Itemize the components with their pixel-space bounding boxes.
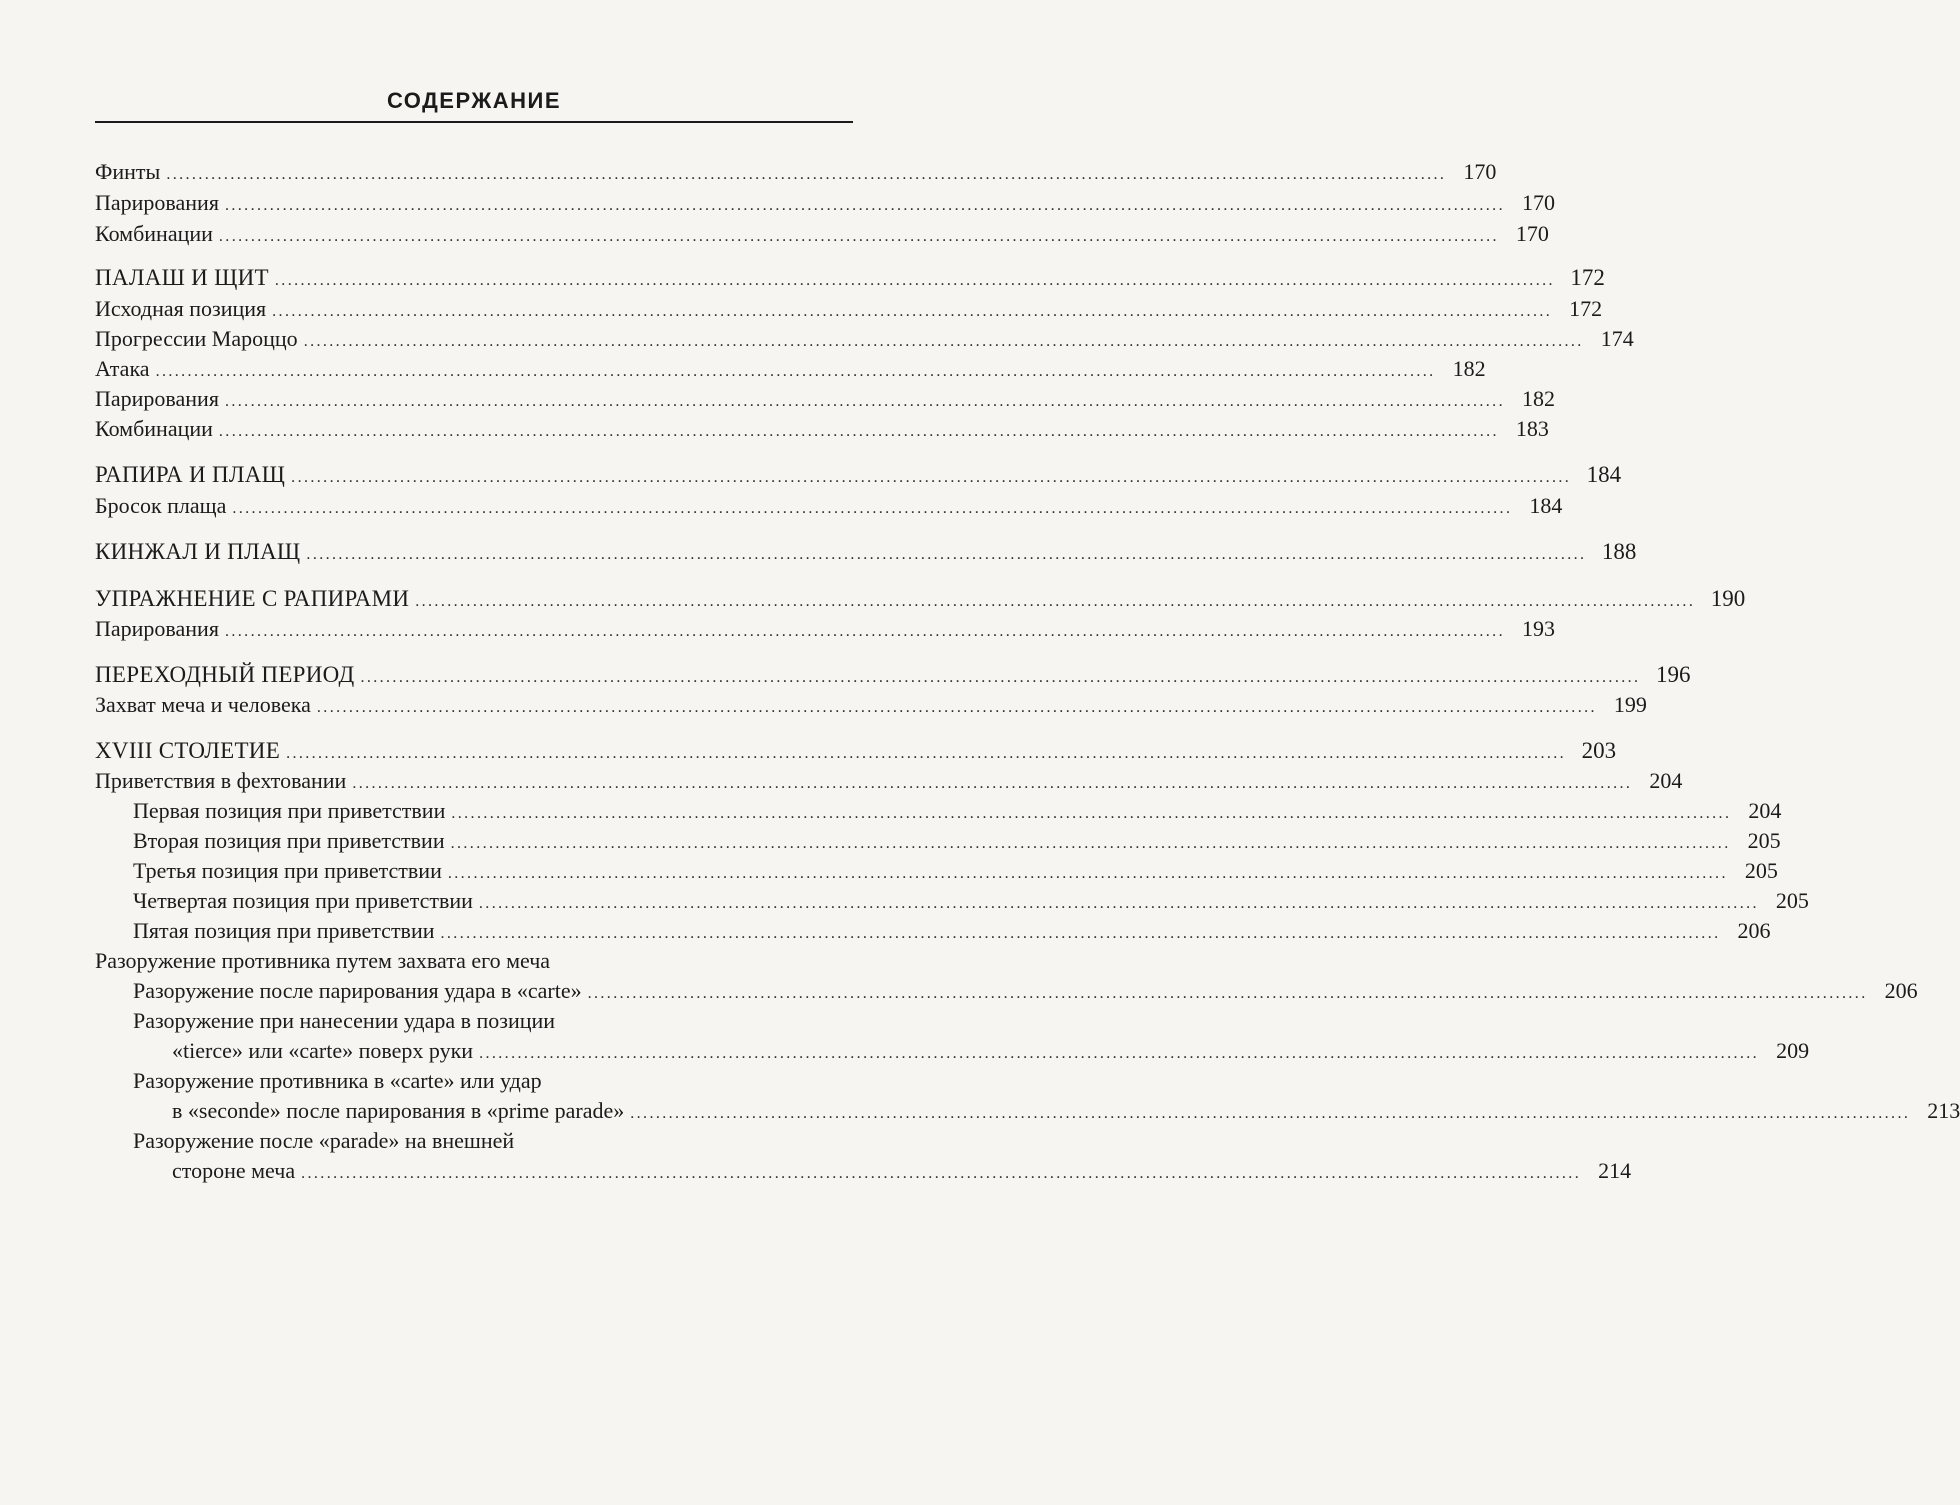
dot-leader: ........................................................................................................................................................................................................ xyxy=(479,1045,1760,1062)
toc-entry-title: Бросок плаща xyxy=(95,493,227,518)
toc-subentry xyxy=(133,916,1771,949)
toc-entry-title: Атака xyxy=(95,356,150,381)
dot-leader: ........................................................................................................................................................................................................ xyxy=(303,333,1584,350)
toc-entry-page: 199 xyxy=(1613,692,1647,717)
dot-leader: ........................................................................................................................................................................................................ xyxy=(274,272,1555,289)
toc-entry-page: 172 xyxy=(1570,265,1605,290)
page-title: СОДЕРЖАНИЕ xyxy=(386,88,562,113)
toc-section-title: ПАЛАШ И ЩИТ xyxy=(95,265,269,290)
dot-leader: ........................................................................................................................................................................................................ xyxy=(272,303,1553,320)
header-rule xyxy=(95,121,853,123)
toc-entry xyxy=(95,354,1486,387)
toc-entry-title: Разоружение после «parade» на внешней xyxy=(133,1128,515,1153)
toc-entry-title: Приветствия в фехтовании xyxy=(95,768,347,793)
toc-section xyxy=(95,537,1637,570)
toc-entry xyxy=(95,690,1647,723)
toc-subentry xyxy=(133,856,1778,889)
dot-leader: ........................................................................................................................................................................................................ xyxy=(224,197,1505,214)
toc-entry-title: Финты xyxy=(95,159,161,184)
toc-subentry xyxy=(172,1156,1632,1189)
dot-leader: ........................................................................................................................................................................................................ xyxy=(630,1105,1911,1122)
toc-section-title: УПРАЖНЕНИЕ С РАПИРАМИ xyxy=(95,586,410,611)
toc-entry-title: Разоружение противника путем захвата его меча xyxy=(95,948,551,973)
toc-entry-title: Комбинации xyxy=(95,221,213,246)
dot-leader: ........................................................................................................................................................................................................ xyxy=(440,925,1721,942)
toc-entry-page: 184 xyxy=(1529,493,1563,518)
toc-entry-page: 193 xyxy=(1521,616,1555,641)
toc-entry-title: в «seconde» после парирования в «prime parade» xyxy=(172,1098,625,1123)
toc-entry-page: 170 xyxy=(1463,159,1497,184)
dot-leader: ........................................................................................................................................................................................................ xyxy=(587,985,1868,1002)
dot-leader: ........................................................................................................................................................................................................ xyxy=(218,228,1499,245)
toc-entry xyxy=(95,614,1555,647)
toc-entry-title: Прогрессии Мароццо xyxy=(95,326,298,351)
toc-entry xyxy=(95,491,1563,524)
dot-leader: ........................................................................................................................................................................................................ xyxy=(224,623,1505,640)
toc-subentry xyxy=(133,976,1918,1009)
dot-leader: ........................................................................................................................................................................................................ xyxy=(316,699,1597,716)
toc-section xyxy=(95,584,1746,617)
toc-entry-title: Первая позиция при приветствии xyxy=(133,798,446,823)
toc-entry-title: Вторая позиция при приветствии xyxy=(133,828,445,853)
dot-leader: ........................................................................................................................................................................................................ xyxy=(360,669,1641,686)
toc-entry-title: Комбинации xyxy=(95,416,213,441)
toc-entry-page: 182 xyxy=(1452,356,1486,381)
toc-entry-page: 206 xyxy=(1737,918,1771,943)
toc-subentry xyxy=(133,826,1781,859)
toc-entry-page: 209 xyxy=(1776,1038,1810,1063)
toc-entry-title: Парирования xyxy=(95,190,219,215)
toc-entry-title: Парирования xyxy=(95,386,219,411)
toc-entry xyxy=(95,414,1549,447)
toc-entry-page: 174 xyxy=(1600,326,1634,351)
toc-entry-page: 170 xyxy=(1515,221,1549,246)
toc-entry-page: 188 xyxy=(1601,539,1637,564)
toc-section-title: XVIII СТОЛЕТИЕ xyxy=(95,738,281,763)
toc-entry-page: 184 xyxy=(1586,462,1622,487)
toc-entry-title: «tierce» или «carte» поверх руки xyxy=(172,1038,474,1063)
toc-entry xyxy=(95,188,1555,221)
toc-section xyxy=(95,263,1605,296)
toc-section-title: РАПИРА И ПЛАЩ xyxy=(95,462,286,487)
toc-section xyxy=(95,460,1622,493)
toc-section xyxy=(95,736,1617,769)
dot-leader: ........................................................................................................................................................................................................ xyxy=(447,865,1728,882)
toc-entry-title: стороне меча xyxy=(172,1158,296,1183)
toc-subentry xyxy=(133,886,1809,919)
dot-leader: ........................................................................................................................................................................................................ xyxy=(286,745,1567,762)
toc-entry-title: Разоружение при нанесении удара в позиции xyxy=(133,1008,556,1033)
dot-leader: ........................................................................................................................................................................................................ xyxy=(352,775,1633,792)
toc-entry-page: 214 xyxy=(1598,1158,1632,1183)
toc-section xyxy=(95,660,1691,693)
dot-leader: ........................................................................................................................................................................................................ xyxy=(478,895,1759,912)
toc-entry-title: Парирования xyxy=(95,616,219,641)
toc-entry-title: Разоружение после парирования удара в «carte» xyxy=(133,978,582,1003)
toc-section-title: ПЕРЕХОДНЫЙ ПЕРИОД xyxy=(95,662,355,687)
dot-leader: ........................................................................................................................................................................................................ xyxy=(166,166,1447,183)
dot-leader: ........................................................................................................................................................................................................ xyxy=(415,593,1696,610)
dot-leader: ........................................................................................................................................................................................................ xyxy=(224,393,1505,410)
toc-entry-page: 204 xyxy=(1748,798,1782,823)
toc-entry-title: Третья позиция при приветствии xyxy=(133,858,442,883)
toc-entry xyxy=(95,384,1555,417)
toc-entry-page: 205 xyxy=(1744,858,1778,883)
toc-entry-page: 213 xyxy=(1927,1098,1960,1123)
dot-leader: ........................................................................................................................................................................................................ xyxy=(155,363,1436,380)
toc-entry-page: 190 xyxy=(1710,586,1746,611)
toc-entry xyxy=(95,766,1683,799)
toc-entry-page: 170 xyxy=(1521,190,1555,215)
toc-entry xyxy=(95,324,1634,357)
toc-entry xyxy=(95,294,1603,327)
toc-entry-page: 182 xyxy=(1521,386,1555,411)
dot-leader: ........................................................................................................................................................................................................ xyxy=(301,1165,1582,1182)
toc-entry-title: Захват меча и человека xyxy=(95,692,311,717)
toc-entry-title: Разоружение противника в «carte» или удар xyxy=(133,1068,542,1093)
toc-entry-title: Пятая позиция при приветствии xyxy=(133,918,435,943)
toc-subentry xyxy=(172,1036,1810,1069)
toc-entry-page: 205 xyxy=(1775,888,1809,913)
toc-entry xyxy=(95,219,1549,252)
toc-subentry xyxy=(133,796,1782,829)
toc-entry-page: 205 xyxy=(1747,828,1781,853)
toc-entry-title: Исходная позиция xyxy=(95,296,267,321)
dot-leader: ........................................................................................................................................................................................................ xyxy=(232,500,1513,517)
toc-entry xyxy=(95,157,1497,190)
toc-subentry xyxy=(172,1096,1960,1129)
toc-entry-page: 204 xyxy=(1649,768,1683,793)
dot-leader: ........................................................................................................................................................................................................ xyxy=(450,835,1731,852)
toc-entry-page: 203 xyxy=(1581,738,1617,763)
dot-leader: ........................................................................................................................................................................................................ xyxy=(218,423,1499,440)
dot-leader: ........................................................................................................................................................................................................ xyxy=(451,805,1732,822)
dot-leader: ........................................................................................................................................................................................................ xyxy=(291,469,1572,486)
toc-section-title: КИНЖАЛ И ПЛАЩ xyxy=(95,539,301,564)
toc-entry-page: 206 xyxy=(1884,978,1918,1003)
toc-entry-title: Четвертая позиция при приветствии xyxy=(133,888,473,913)
toc-entry-page: 172 xyxy=(1569,296,1603,321)
dot-leader: ........................................................................................................................................................................................................ xyxy=(306,546,1587,563)
toc-entry-page: 196 xyxy=(1655,662,1691,687)
toc-entry-page: 183 xyxy=(1515,416,1549,441)
